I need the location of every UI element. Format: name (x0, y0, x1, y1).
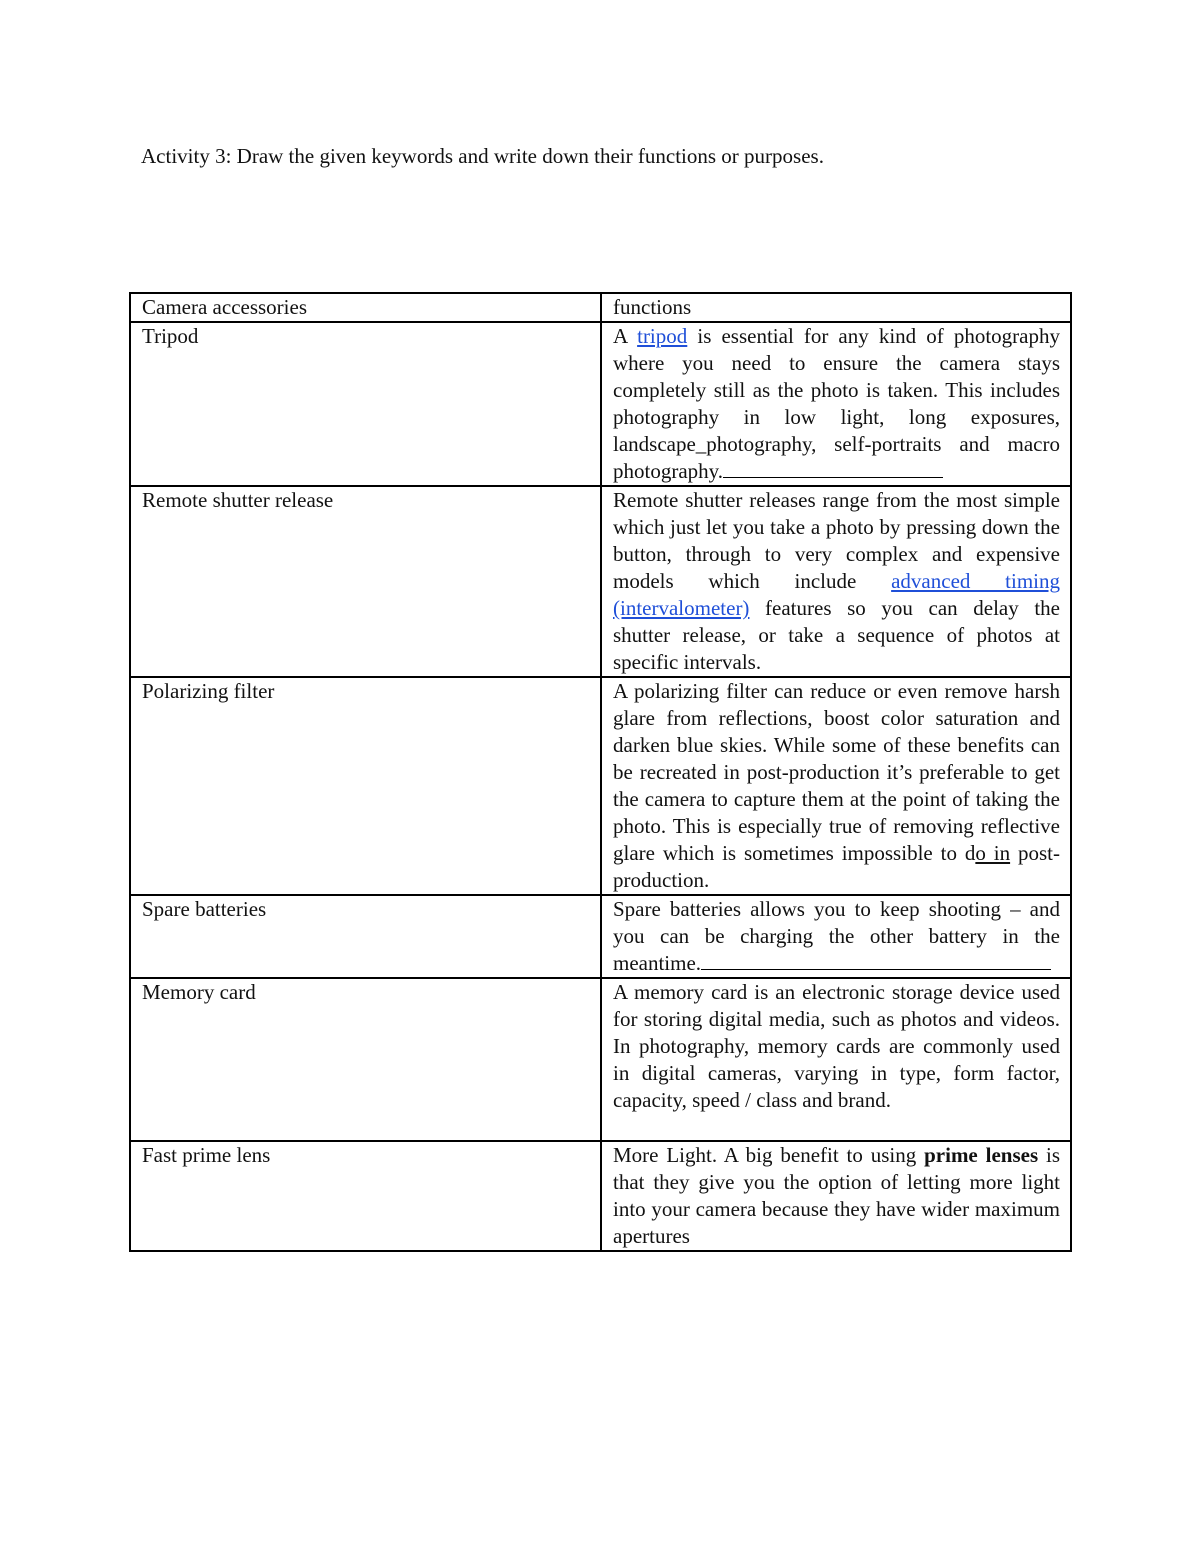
intervalometer-link[interactable]: advanced timing (intervalometer) (613, 569, 1060, 620)
activity-heading: Activity 3: Draw the given keywords and write down their functions or purposes. (141, 144, 824, 168)
desc-polarizing-filter: A polarizing filter can reduce or even remove harsh glare from reflections, boost color saturation and darken blue skies. While some of these benefits can be recreated in post-production it’s preferable to get the camera to capture them at the point of taking the photo. This is especially true of removing reflective glare which is sometimes impossible to do in post-production. (601, 677, 1071, 895)
desc-tripod: A tripod is essential for any kind of photography where you need to ensure the camera stays completely still as the photo is taken. This includes photography in low light, long exposures, landscape_photography, self-portraits and macro photography. (601, 322, 1071, 486)
header-camera-accessories: Camera accessories (130, 293, 601, 322)
tripod-link[interactable]: tripod (637, 324, 688, 348)
item-remote-shutter-release: Remote shutter release (130, 486, 601, 677)
accessories-table (129, 292, 1072, 1252)
table-row-remote-shutter (130, 486, 1071, 677)
table-row-tripod (130, 322, 1071, 486)
table-row-polarizing (130, 677, 1071, 895)
table-row-spare-batteries (130, 895, 1071, 978)
blank-line (701, 968, 1051, 970)
blank-line (723, 476, 943, 478)
desc-spare-batteries: Spare batteries allows you to keep shooting – and you can be charging the other battery in the meantime. (601, 895, 1071, 978)
table-header-row (130, 293, 1071, 322)
desc-fast-prime-lens: More Light. A big benefit to using prime lenses is that they give you the option of letting more light into your camera because they have wider maximum apertures (601, 1141, 1071, 1251)
header-functions: functions (601, 293, 1071, 322)
table-row-memory-card (130, 978, 1071, 1141)
item-tripod: Tripod (130, 322, 601, 486)
item-spare-batteries: Spare batteries (130, 895, 601, 978)
table-row-fast-prime-lens (130, 1141, 1071, 1251)
desc-memory-card: A memory card is an electronic storage device used for storing digital media, such as photos and videos. In photography, memory cards are commonly used in digital cameras, varying in type, form factor, capacity, speed / class and brand. (601, 978, 1071, 1141)
desc-remote-shutter-release: Remote shutter releases range from the most simple which just let you take a photo by pressing down the button, through to very complex and expensive models which include advanced timing (intervalometer) features so you can delay the shutter release, or take a sequence of photos at specific intervals. (601, 486, 1071, 677)
item-fast-prime-lens: Fast prime lens (130, 1141, 601, 1251)
item-memory-card: Memory card (130, 978, 601, 1141)
item-polarizing-filter: Polarizing filter (130, 677, 601, 895)
